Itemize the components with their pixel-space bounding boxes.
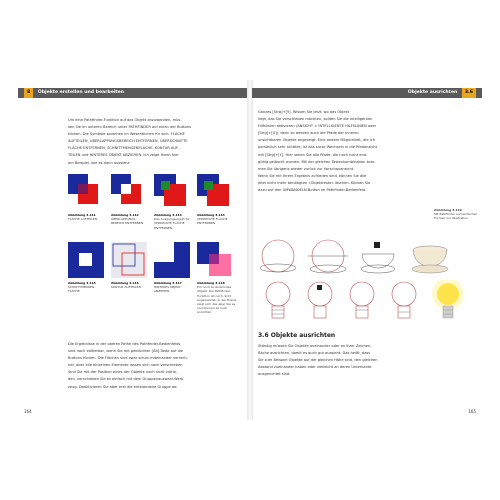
caption-label: Abbildung 3.119 (434, 208, 462, 212)
text-line: Ständig müssen Sie Objekte aneinander oder an Ihrer Zeichen- (258, 344, 372, 348)
caption-text: Ein noch zu änderndes Objekt: Die Pathfinder-Funktion ist noch nicht angewandet; in der Praxis zeigt sich das aber Sie es und können es noch anrichten. (197, 285, 237, 315)
caption-text: FLÄCHE AUFTEILEN (68, 217, 98, 222)
text-line: Die Ergebnisse in der oberen Reihe des Pathfinder-Bedienfelds (68, 342, 181, 346)
right-page-number: 165 (468, 409, 476, 414)
figure-3-116 (111, 242, 147, 278)
caption-text: SCHNITTMENGEN-FLÄCHE (68, 285, 96, 294)
text-line: am Beispiel, wie es dann aussieht: (68, 160, 131, 165)
right-page (254, 80, 482, 420)
text-line: klicken. Die Symbole sprechen im Wesentlichen für sich: FLÄCHE (68, 132, 185, 137)
caption-label: Abbildung 3.116 (111, 281, 139, 285)
caption-label: Abbildung 3.115 (68, 281, 96, 285)
text-line: jetzt nicht mehr benötigten »Objektreste« löschen. Klicken Sie (258, 180, 371, 185)
figure-3-118 (197, 242, 233, 278)
text-line: unsichtbaren Objekte angezeigt. Eine andere Möglichkeit, die ich (258, 138, 376, 143)
text-line: Hilfslinien aktivieren (ANSICHT > INTELLIGENTE HILFSLINIEN oder (258, 124, 377, 129)
figure-3-111 (68, 174, 104, 210)
right-header-title: Objekte ausrichten (407, 90, 458, 95)
text-line: [Strg]+[U]), denn so werden auch die Pfade der Inneren (258, 131, 359, 136)
left-page-number: 164 (24, 409, 32, 414)
text-line: ausgerichtet sind. (258, 372, 291, 377)
caption-text: Das Ausgangsobjekt für VERDECKTE FLÄCHE ENTFERNEN (154, 217, 190, 230)
caption-text: KONTUR AUFTEILEN (111, 285, 141, 290)
text-line: zeug. Deaktivieren Sie aber erst die entstandene Gruppe ab. (68, 384, 178, 389)
section-title: 3.6 Objekte ausrichten (258, 332, 336, 339)
figure-3-112 (111, 174, 147, 210)
left-intro-text (68, 118, 244, 168)
text-line: net, aber alle einzelnen Elemente lassen sich noch verschieben. (68, 363, 184, 368)
caption-label: Abbildung 3.118 (197, 281, 225, 285)
right-chapter-number: 3.6 (462, 88, 476, 98)
caption-text: HINTERES OBJEKT ABZIEHEN (154, 285, 181, 294)
caption-3-111 (68, 213, 104, 221)
section-text (258, 344, 434, 379)
text-line: dazu auf den UMWANDELN-Button im Pathfinder-Bedienfeld. (258, 188, 367, 193)
text-line: TEILEN und HINTERES OBJEKT ABZIEHEN. Ich zeige Ihnen hier (68, 153, 179, 158)
caption-3-112 (111, 213, 147, 226)
text-line: FLÄCHE ENTFERNEN, SCHNITTMENGENFLÄCHE, KONTUR AUF- (68, 146, 180, 151)
caption-3-114 (197, 213, 233, 226)
caption-3-117 (154, 281, 190, 294)
caption-label: Abbildung 3.111 (68, 213, 96, 217)
text-line: Um eine Pathfinder-Funktion auf das Objekt anzuwenden, müs- (68, 118, 182, 122)
bowl-stage-1 (260, 240, 296, 272)
caption-text: VERDECKTE FLÄCHE ENTFERNEN (197, 217, 228, 226)
caption-3-118 (197, 281, 241, 315)
bulb-stage-1 (266, 282, 290, 318)
text-line: men Sie übrigens wieder zurück zur Vorschauansicht. (258, 166, 355, 171)
caption-label: Abbildung 3.112 (111, 213, 139, 217)
caption-text: ÜBERLAPPUNGS-BEREICH ENTFERNEN (111, 217, 144, 226)
caption-label: Abbildung 3.114 (197, 213, 225, 217)
text-line: persönlich sehr schätze, ist das kurze Wechseln in die Pfadansicht (258, 145, 377, 150)
bulb-stage-5 (432, 280, 464, 318)
caption-3-115 (68, 281, 104, 294)
bulb-stage-4 (392, 282, 416, 318)
text-line: Buttons klicken. Die Flächen sind zwar schon miteinander verrech- (68, 356, 188, 361)
bowl-stage-3 (361, 242, 395, 273)
right-intro-text (258, 110, 434, 195)
figure-3-117 (154, 242, 190, 278)
caption-label: Abbildung 3.117 (154, 281, 182, 285)
illustration-bowls (258, 236, 468, 278)
caption-3-116 (111, 281, 147, 289)
text-line: Ganzes [Strg]+[Y]. Wissen Sie jetzt, wo das Objekt (258, 110, 350, 114)
figure-3-113 (154, 174, 190, 210)
text-line: Wenn Sie mit Ihrem Ergebnis zufrieden sind, können Sie alle (258, 173, 367, 178)
caption-3-119 (434, 208, 482, 221)
text-line: fläche ausrichten, damit es auch gut aussieht. Das heißt, dass (258, 351, 371, 356)
illustration-bulbs (258, 280, 468, 324)
text-line: sind noch editierbar, wenn Sie mit gedrückter [Alt]-Taste auf die (68, 349, 184, 354)
bowl-stage-4 (412, 246, 448, 273)
text-line: liegt, das Sie verschieben möchten, sollten Sie die intelligenten (258, 117, 373, 122)
text-line: mit [Strg]+[Y]. Hier sehen Sie alle Pfade, die noch nicht end- (258, 152, 368, 157)
figure-3-115 (68, 242, 104, 278)
figure-3-114 (197, 174, 233, 210)
book-spread (18, 80, 482, 420)
text-line: Abstand zueinander haben oder vielleicht an deren Unterkante (258, 365, 372, 370)
caption-label: Abbildung 3.113 (154, 213, 182, 217)
gutter (247, 80, 253, 420)
bulb-stage-2 (308, 282, 332, 318)
text-line: sen Sie im unteren Bereich unter PATHFINDER auf einen der Buttons (68, 125, 191, 130)
bulb-stage-3 (350, 282, 374, 318)
left-page (18, 80, 246, 420)
left-chapter-number: 8 (24, 88, 33, 98)
left-outro-text (68, 342, 244, 392)
text-line: den, verschieben Sie es einfach mit dem Gruppenauswahl-Werk- (68, 377, 185, 382)
right-header (252, 88, 482, 98)
text-line: Sind Sie mit der Position eines der Objekte noch nicht zufrie- (68, 370, 178, 375)
text-line: Sie zum Beispiel Objekte auf der gleichen Höhe sind, den gleichen (258, 358, 378, 363)
text-line: AUFTEILEN, ÜBERLAPPUNGSBEREICH ENTFERNEN, ÜBERSCHNITTE (68, 139, 188, 144)
caption-3-113 (154, 213, 190, 230)
left-header (18, 88, 248, 98)
text-line: gültig gelöscht wurden. Mit der gleichen Tastenkombination kom- (258, 159, 376, 164)
left-header-title: Objekte erstellen und bearbeiten (37, 90, 124, 95)
bowl-stage-2 (308, 240, 348, 273)
caption-text: Mit Pathfinder und einfachen Formen zur Illustration (434, 212, 478, 221)
